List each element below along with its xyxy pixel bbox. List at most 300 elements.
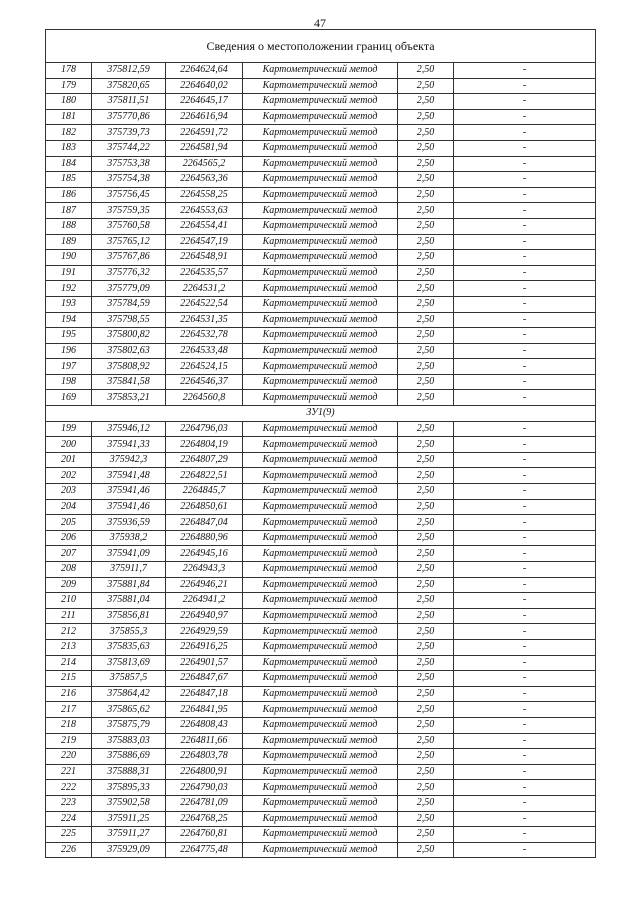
description-cell: -: [454, 187, 596, 203]
method-cell: Картометрический метод: [243, 624, 398, 640]
accuracy-cell: 2,50: [398, 312, 454, 328]
method-cell: Картометрический метод: [243, 468, 398, 484]
description-cell: -: [454, 764, 596, 780]
method-cell: Картометрический метод: [243, 234, 398, 250]
description-cell: -: [454, 312, 596, 328]
y-coordinate-cell: 2264581,94: [166, 140, 243, 156]
x-coordinate-cell: 375881,84: [92, 577, 166, 593]
table-row: [46, 172, 596, 188]
accuracy-cell: 2,50: [398, 94, 454, 110]
y-coordinate-cell: 2264548,91: [166, 250, 243, 266]
method-cell: Картометрический метод: [243, 702, 398, 718]
table-row: [46, 702, 596, 718]
x-coordinate-cell: 375864,42: [92, 686, 166, 702]
table-row: [46, 187, 596, 203]
point-number-cell: 183: [46, 140, 92, 156]
y-coordinate-cell: 2264531,35: [166, 312, 243, 328]
boundary-coordinates-table: [45, 29, 596, 858]
description-cell: -: [454, 733, 596, 749]
y-coordinate-cell: 2264645,17: [166, 94, 243, 110]
method-cell: Картометрический метод: [243, 639, 398, 655]
x-coordinate-cell: 375765,12: [92, 234, 166, 250]
description-cell: -: [454, 717, 596, 733]
table-row: [46, 764, 596, 780]
accuracy-cell: 2,50: [398, 686, 454, 702]
y-coordinate-cell: 2264640,02: [166, 78, 243, 94]
method-cell: Картометрический метод: [243, 749, 398, 765]
method-cell: Картометрический метод: [243, 296, 398, 312]
y-coordinate-cell: 2264945,16: [166, 546, 243, 562]
description-cell: -: [454, 702, 596, 718]
method-cell: Картометрический метод: [243, 795, 398, 811]
method-cell: Картометрический метод: [243, 328, 398, 344]
accuracy-cell: 2,50: [398, 717, 454, 733]
accuracy-cell: 2,50: [398, 390, 454, 406]
method-cell: Картометрический метод: [243, 78, 398, 94]
table-row: [46, 78, 596, 94]
x-coordinate-cell: 375841,58: [92, 374, 166, 390]
y-coordinate-cell: 2264847,04: [166, 515, 243, 531]
point-number-cell: 204: [46, 499, 92, 515]
y-coordinate-cell: 2264775,48: [166, 842, 243, 858]
method-cell: Картометрический метод: [243, 125, 398, 141]
description-cell: -: [454, 811, 596, 827]
y-coordinate-cell: 2264850,61: [166, 499, 243, 515]
y-coordinate-cell: 2264591,72: [166, 125, 243, 141]
accuracy-cell: 2,50: [398, 749, 454, 765]
accuracy-cell: 2,50: [398, 624, 454, 640]
point-number-cell: 224: [46, 811, 92, 827]
x-coordinate-cell: 375855,3: [92, 624, 166, 640]
table-row: [46, 203, 596, 219]
accuracy-cell: 2,50: [398, 218, 454, 234]
method-cell: Картометрический метод: [243, 671, 398, 687]
point-number-cell: 179: [46, 78, 92, 94]
table-row: [46, 484, 596, 500]
y-coordinate-cell: 2264553,63: [166, 203, 243, 219]
accuracy-cell: 2,50: [398, 265, 454, 281]
table-row: [46, 374, 596, 390]
accuracy-cell: 2,50: [398, 468, 454, 484]
x-coordinate-cell: 375888,31: [92, 764, 166, 780]
accuracy-cell: 2,50: [398, 281, 454, 297]
x-coordinate-cell: 375776,32: [92, 265, 166, 281]
page-number: 47: [314, 16, 326, 30]
method-cell: Картометрический метод: [243, 546, 398, 562]
x-coordinate-cell: 375812,59: [92, 63, 166, 79]
y-coordinate-cell: 2264532,78: [166, 328, 243, 344]
y-coordinate-cell: 2264760,81: [166, 827, 243, 843]
accuracy-cell: 2,50: [398, 359, 454, 375]
x-coordinate-cell: 375911,27: [92, 827, 166, 843]
table-row: [46, 655, 596, 671]
point-number-cell: 191: [46, 265, 92, 281]
table-row: [46, 593, 596, 609]
method-cell: Картометрический метод: [243, 218, 398, 234]
point-number-cell: 186: [46, 187, 92, 203]
description-cell: -: [454, 296, 596, 312]
x-coordinate-cell: 375800,82: [92, 328, 166, 344]
y-coordinate-cell: 2264531,2: [166, 281, 243, 297]
point-number-cell: 189: [46, 234, 92, 250]
y-coordinate-cell: 2264822,51: [166, 468, 243, 484]
point-number-cell: 178: [46, 63, 92, 79]
point-number-cell: 212: [46, 624, 92, 640]
section-label: ЗУ1(9): [46, 406, 596, 422]
point-number-cell: 217: [46, 702, 92, 718]
accuracy-cell: 2,50: [398, 234, 454, 250]
accuracy-cell: 2,50: [398, 78, 454, 94]
accuracy-cell: 2,50: [398, 842, 454, 858]
method-cell: Картометрический метод: [243, 359, 398, 375]
method-cell: Картометрический метод: [243, 94, 398, 110]
accuracy-cell: 2,50: [398, 827, 454, 843]
description-cell: -: [454, 172, 596, 188]
y-coordinate-cell: 2264847,18: [166, 686, 243, 702]
method-cell: Картометрический метод: [243, 577, 398, 593]
table-title: Сведения о местоположении границ объекта: [46, 30, 596, 63]
point-number-cell: 211: [46, 608, 92, 624]
description-cell: -: [454, 780, 596, 796]
x-coordinate-cell: 375883,03: [92, 733, 166, 749]
y-coordinate-cell: 2264811,66: [166, 733, 243, 749]
table-row: [46, 437, 596, 453]
y-coordinate-cell: 2264558,25: [166, 187, 243, 203]
table-row: [46, 421, 596, 437]
accuracy-cell: 2,50: [398, 671, 454, 687]
table-row: [46, 328, 596, 344]
description-cell: -: [454, 842, 596, 858]
method-cell: Картометрический метод: [243, 842, 398, 858]
method-cell: Картометрический метод: [243, 686, 398, 702]
x-coordinate-cell: 375902,58: [92, 795, 166, 811]
x-coordinate-cell: 375784,59: [92, 296, 166, 312]
method-cell: Картометрический метод: [243, 764, 398, 780]
x-coordinate-cell: 375808,92: [92, 359, 166, 375]
x-coordinate-cell: 375853,21: [92, 390, 166, 406]
accuracy-cell: 2,50: [398, 780, 454, 796]
method-cell: Картометрический метод: [243, 530, 398, 546]
method-cell: Картометрический метод: [243, 655, 398, 671]
y-coordinate-cell: 2264807,29: [166, 452, 243, 468]
y-coordinate-cell: 2264841,95: [166, 702, 243, 718]
table-row: [46, 250, 596, 266]
x-coordinate-cell: 375911,25: [92, 811, 166, 827]
method-cell: Картометрический метод: [243, 421, 398, 437]
table-row: [46, 63, 596, 79]
description-cell: -: [454, 63, 596, 79]
table-header-row: [46, 30, 596, 63]
point-number-cell: 202: [46, 468, 92, 484]
description-cell: -: [454, 328, 596, 344]
table-row: [46, 109, 596, 125]
x-coordinate-cell: 375811,51: [92, 94, 166, 110]
point-number-cell: 200: [46, 437, 92, 453]
point-number-cell: 169: [46, 390, 92, 406]
point-number-cell: 210: [46, 593, 92, 609]
accuracy-cell: 2,50: [398, 702, 454, 718]
y-coordinate-cell: 2264768,25: [166, 811, 243, 827]
accuracy-cell: 2,50: [398, 795, 454, 811]
accuracy-cell: 2,50: [398, 437, 454, 453]
table-row: [46, 218, 596, 234]
table-row: [46, 671, 596, 687]
description-cell: -: [454, 203, 596, 219]
description-cell: -: [454, 156, 596, 172]
accuracy-cell: 2,50: [398, 562, 454, 578]
y-coordinate-cell: 2264790,03: [166, 780, 243, 796]
x-coordinate-cell: 375929,09: [92, 842, 166, 858]
table-row: [46, 359, 596, 375]
accuracy-cell: 2,50: [398, 140, 454, 156]
x-coordinate-cell: 375744,22: [92, 140, 166, 156]
description-cell: -: [454, 125, 596, 141]
method-cell: Картометрический метод: [243, 593, 398, 609]
accuracy-cell: 2,50: [398, 343, 454, 359]
point-number-cell: 213: [46, 639, 92, 655]
description-cell: -: [454, 468, 596, 484]
y-coordinate-cell: 2264901,57: [166, 655, 243, 671]
table-row: [46, 842, 596, 858]
method-cell: Картометрический метод: [243, 140, 398, 156]
point-number-cell: 185: [46, 172, 92, 188]
method-cell: Картометрический метод: [243, 63, 398, 79]
table-row: [46, 156, 596, 172]
point-number-cell: 226: [46, 842, 92, 858]
y-coordinate-cell: 2264800,91: [166, 764, 243, 780]
x-coordinate-cell: 375941,09: [92, 546, 166, 562]
description-cell: -: [454, 577, 596, 593]
y-coordinate-cell: 2264616,94: [166, 109, 243, 125]
description-cell: -: [454, 593, 596, 609]
table-row: [46, 343, 596, 359]
accuracy-cell: 2,50: [398, 250, 454, 266]
description-cell: -: [454, 499, 596, 515]
y-coordinate-cell: 2264547,19: [166, 234, 243, 250]
description-cell: -: [454, 218, 596, 234]
x-coordinate-cell: 375911,7: [92, 562, 166, 578]
description-cell: -: [454, 94, 596, 110]
point-number-cell: 184: [46, 156, 92, 172]
y-coordinate-cell: 2264524,15: [166, 359, 243, 375]
point-number-cell: 195: [46, 328, 92, 344]
point-number-cell: 215: [46, 671, 92, 687]
table-row: [46, 577, 596, 593]
method-cell: Картометрический метод: [243, 437, 398, 453]
description-cell: -: [454, 546, 596, 562]
x-coordinate-cell: 375857,5: [92, 671, 166, 687]
table-row: [46, 562, 596, 578]
point-number-cell: 205: [46, 515, 92, 531]
table-row: [46, 624, 596, 640]
table-row: [46, 749, 596, 765]
accuracy-cell: 2,50: [398, 109, 454, 125]
accuracy-cell: 2,50: [398, 296, 454, 312]
y-coordinate-cell: 2264880,96: [166, 530, 243, 546]
description-cell: -: [454, 374, 596, 390]
point-number-cell: 194: [46, 312, 92, 328]
method-cell: Картометрический метод: [243, 156, 398, 172]
point-number-cell: 208: [46, 562, 92, 578]
description-cell: -: [454, 359, 596, 375]
y-coordinate-cell: 2264940,97: [166, 608, 243, 624]
table-row: [46, 94, 596, 110]
x-coordinate-cell: 375753,38: [92, 156, 166, 172]
x-coordinate-cell: 375942,3: [92, 452, 166, 468]
method-cell: Картометрический метод: [243, 811, 398, 827]
method-cell: Картометрический метод: [243, 374, 398, 390]
accuracy-cell: 2,50: [398, 655, 454, 671]
description-cell: -: [454, 265, 596, 281]
point-number-cell: 222: [46, 780, 92, 796]
method-cell: Картометрический метод: [243, 484, 398, 500]
x-coordinate-cell: 375856,81: [92, 608, 166, 624]
accuracy-cell: 2,50: [398, 593, 454, 609]
section-row: [46, 406, 596, 422]
table-row: [46, 265, 596, 281]
description-cell: -: [454, 671, 596, 687]
table-row: [46, 827, 596, 843]
table-row: [46, 234, 596, 250]
y-coordinate-cell: 2264560,8: [166, 390, 243, 406]
x-coordinate-cell: 375798,55: [92, 312, 166, 328]
description-cell: -: [454, 608, 596, 624]
method-cell: Картометрический метод: [243, 203, 398, 219]
point-number-cell: 193: [46, 296, 92, 312]
y-coordinate-cell: 2264624,64: [166, 63, 243, 79]
accuracy-cell: 2,50: [398, 156, 454, 172]
point-number-cell: 216: [46, 686, 92, 702]
x-coordinate-cell: 375941,46: [92, 499, 166, 515]
point-number-cell: 209: [46, 577, 92, 593]
table-row: [46, 281, 596, 297]
accuracy-cell: 2,50: [398, 328, 454, 344]
x-coordinate-cell: 375802,63: [92, 343, 166, 359]
accuracy-cell: 2,50: [398, 452, 454, 468]
point-number-cell: 188: [46, 218, 92, 234]
table-row: [46, 717, 596, 733]
point-number-cell: 199: [46, 421, 92, 437]
description-cell: -: [454, 140, 596, 156]
x-coordinate-cell: 375739,73: [92, 125, 166, 141]
point-number-cell: 198: [46, 374, 92, 390]
x-coordinate-cell: 375770,86: [92, 109, 166, 125]
table-row: [46, 639, 596, 655]
y-coordinate-cell: 2264808,43: [166, 717, 243, 733]
point-number-cell: 218: [46, 717, 92, 733]
table-row: [46, 530, 596, 546]
x-coordinate-cell: 375759,35: [92, 203, 166, 219]
table-body: [46, 63, 596, 858]
x-coordinate-cell: 375875,79: [92, 717, 166, 733]
description-cell: -: [454, 343, 596, 359]
point-number-cell: 207: [46, 546, 92, 562]
method-cell: Картометрический метод: [243, 281, 398, 297]
table-row: [46, 296, 596, 312]
y-coordinate-cell: 2264546,37: [166, 374, 243, 390]
method-cell: Картометрический метод: [243, 717, 398, 733]
accuracy-cell: 2,50: [398, 608, 454, 624]
point-number-cell: 225: [46, 827, 92, 843]
y-coordinate-cell: 2264554,41: [166, 218, 243, 234]
accuracy-cell: 2,50: [398, 484, 454, 500]
method-cell: Картометрический метод: [243, 452, 398, 468]
x-coordinate-cell: 375946,12: [92, 421, 166, 437]
table-row: [46, 733, 596, 749]
y-coordinate-cell: 2264535,57: [166, 265, 243, 281]
x-coordinate-cell: 375813,69: [92, 655, 166, 671]
y-coordinate-cell: 2264781,09: [166, 795, 243, 811]
accuracy-cell: 2,50: [398, 733, 454, 749]
method-cell: Картометрический метод: [243, 343, 398, 359]
y-coordinate-cell: 2264563,36: [166, 172, 243, 188]
x-coordinate-cell: 375881,04: [92, 593, 166, 609]
table-row: [46, 795, 596, 811]
x-coordinate-cell: 375941,48: [92, 468, 166, 484]
method-cell: Картометрический метод: [243, 608, 398, 624]
description-cell: -: [454, 827, 596, 843]
description-cell: -: [454, 749, 596, 765]
description-cell: -: [454, 437, 596, 453]
x-coordinate-cell: 375936,59: [92, 515, 166, 531]
table-row: [46, 452, 596, 468]
accuracy-cell: 2,50: [398, 125, 454, 141]
point-number-cell: 196: [46, 343, 92, 359]
x-coordinate-cell: 375754,38: [92, 172, 166, 188]
method-cell: Картометрический метод: [243, 250, 398, 266]
method-cell: Картометрический метод: [243, 187, 398, 203]
accuracy-cell: 2,50: [398, 499, 454, 515]
description-cell: -: [454, 530, 596, 546]
y-coordinate-cell: 2264803,78: [166, 749, 243, 765]
description-cell: -: [454, 624, 596, 640]
x-coordinate-cell: 375820,65: [92, 78, 166, 94]
accuracy-cell: 2,50: [398, 811, 454, 827]
method-cell: Картометрический метод: [243, 390, 398, 406]
y-coordinate-cell: 2264943,3: [166, 562, 243, 578]
x-coordinate-cell: 375756,45: [92, 187, 166, 203]
accuracy-cell: 2,50: [398, 203, 454, 219]
point-number-cell: 206: [46, 530, 92, 546]
point-number-cell: 192: [46, 281, 92, 297]
point-number-cell: 203: [46, 484, 92, 500]
table-row: [46, 515, 596, 531]
point-number-cell: 221: [46, 764, 92, 780]
method-cell: Картометрический метод: [243, 109, 398, 125]
table-row: [46, 390, 596, 406]
table-row: [46, 686, 596, 702]
description-cell: -: [454, 390, 596, 406]
x-coordinate-cell: 375938,2: [92, 530, 166, 546]
method-cell: Картометрический метод: [243, 172, 398, 188]
description-cell: -: [454, 234, 596, 250]
point-number-cell: 190: [46, 250, 92, 266]
table-row: [46, 608, 596, 624]
point-number-cell: 220: [46, 749, 92, 765]
description-cell: -: [454, 484, 596, 500]
description-cell: -: [454, 655, 596, 671]
x-coordinate-cell: 375779,09: [92, 281, 166, 297]
description-cell: -: [454, 250, 596, 266]
y-coordinate-cell: 2264804,19: [166, 437, 243, 453]
table-row: [46, 140, 596, 156]
method-cell: Картометрический метод: [243, 515, 398, 531]
method-cell: Картометрический метод: [243, 733, 398, 749]
point-number-cell: 214: [46, 655, 92, 671]
accuracy-cell: 2,50: [398, 764, 454, 780]
method-cell: Картометрический метод: [243, 499, 398, 515]
description-cell: -: [454, 639, 596, 655]
